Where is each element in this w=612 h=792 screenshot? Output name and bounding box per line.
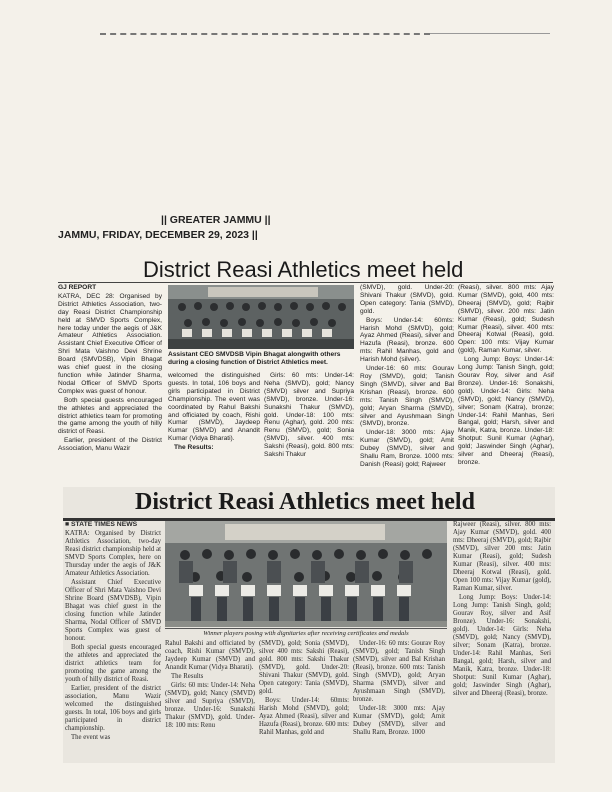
group-photo bbox=[165, 521, 447, 627]
paragraph: Boys: Under-14: 60mts: Harish Mohd (SMVD), gold; Ayaz Ahmed (Reasi), silver and Hazufa (Reasi), bronze. 600 mts: Rahil Manhas, gold and bbox=[259, 697, 349, 736]
paragraph: Under-18: 3000 mts: Ajay Kumar (SMVD), gold; Amit Dubey (SMVD), silver and Shallu Ram, Bronze. 1000 mts: Danish (Reasi) gold; Rajweer bbox=[360, 429, 454, 468]
article-column-1 bbox=[65, 521, 161, 761]
paragraph: Both special guests encouraged the athletes and appreciated the district athletics team for promoting the game among the youth of hilly district of Reasi. bbox=[65, 644, 161, 683]
masthead-date: JAMMU, FRIDAY, DECEMBER 29, 2023 || bbox=[58, 229, 258, 241]
article-column-2 bbox=[168, 372, 260, 472]
article-column-5 bbox=[458, 284, 554, 472]
paragraph: Both special guests encouraged the athletes and appreciated the district athletics team for promoting the game among the youth of hilly district of Reasi. bbox=[58, 396, 162, 436]
results-heading: The Results bbox=[171, 673, 204, 680]
paragraph: Rajweer (Reasi), silver. 800 mts: Ajay Kumar (SMVD), gold. 400 mts: Dheeraj (SMVD), gold; Rajbir (SMVD), silver 200 mts: Jatin Kumar (Reasi), gold; Sudesh Kumar (Reasi), silver. 400 mts: Dheeraj Kotwal (Reasi), gold. Open 100 mts: Vijay Kumar (gold), Raman Kumar, silver. bbox=[453, 521, 551, 592]
article-column-4 bbox=[353, 640, 445, 760]
paragraph: Earlier, president of the district association, Manu Wazir welcomed the distinguished guests. In total, 106 boys and girls participated in district championship. bbox=[65, 685, 161, 732]
masthead-paper-name: || GREATER JAMMU || bbox=[161, 214, 271, 226]
paragraph: Long Jump: Boys: Under-14: Long Jump: Tanish Singh, gold; Gourav Roy, silver and Asif Bronze). Under-16: Sonakshi, gold). Under-14: Girls: Neha (SMVD), gold; Nancy (SMVD), silver; Sonam (Katra), bronze. Under-14: Rahil Manhas, Seri Bangal, gold; Harsh, silver and Manik, Katra, bronze. Under-18: Shotput: Sunil Kumar (Aghar), gold; Jaswinder Singh (Aghar), silver and Dheeraj (Reasi), bronze. bbox=[453, 594, 551, 697]
clipping-greater-jammu bbox=[58, 214, 558, 474]
photo-caption: Assistant CEO SMVDSB Vipin Bhagat alongwith others during a closing function of District Athletics meet. bbox=[168, 351, 341, 366]
paragraph: Long Jump: Boys: Under-14: Long Jump: Tanish Singh, gold; Gourav Roy, silver and Asif Bronze). Under-16: Sonakshi, gold). Under-14: Girls: Neha (SMVD), gold; Nancy (SMVD), silver; Sonam (Katra), bronze; Under-14: Rahil Manhas, Seri Bangal, gold; Harsh, silver and Manik, Katra, bronze. Under-18: Shotput: Sunil Kumar (Aghar), gold; Jaswinder Singh (Aghar), silver and Dheeraj (Reasi), bronze. bbox=[458, 356, 554, 466]
paragraph: Assistant Chief Executive Officer of Shri Mata Vaishno Devi Shrine Board (SMVDSB), Vipin Bhagat was chief guest in the closing function while Jatinder Sharma, Nodal Officer of SMVD Sports Complex was guest of honour. bbox=[65, 579, 161, 642]
results-heading: The Results: bbox=[174, 444, 214, 452]
paragraph: Earlier, president of the District Association, Manu Wazir bbox=[58, 437, 162, 453]
article-column-2 bbox=[165, 640, 255, 760]
paragraph: Under-16: 60 mts: Gourav Roy (SMVD), gold; Tanish Singh (SMVD), silver and Bal Krishan (Reasi), bronze. 600 mts: Tanish Singh (SMVD), gold; Aryan Sharma (SMVD), silver and Ayushmaan Singh (SMVD), bronze. bbox=[360, 365, 454, 428]
caption-rule bbox=[165, 628, 447, 629]
headline: District Reasi Athletics meet held bbox=[135, 489, 475, 515]
paragraph: (SMVD), gold; Sonia (SMVD), silver 400 mts: Sakshi (Reasi), gold. 800 mts: Sakshi Thakur (SMVD), gold. Under-20: Shivani Thakur (SMVD), gold. Open category: Tania (SMVD), gold. bbox=[259, 640, 349, 695]
photo-caption: Winner players posing with dignitaries after receiving certificates and medals bbox=[203, 630, 409, 637]
article-column-4 bbox=[360, 284, 454, 472]
group-photo bbox=[168, 285, 354, 349]
top-rule bbox=[430, 33, 550, 34]
paragraph: Girls: 60 mts: Under-14: Neha (SMVD), gold; Nancy (SMVD) silver and Supriya (SMVD), bronze. Under-16: Sunakshi Thakur (SMVD), gold. Under-18: 100 mts: Renu bbox=[165, 682, 255, 729]
paragraph: welcomed the distinguished guests. In total, 106 boys and girls participated in District Championship. The event was coordinated by Rahul Bakshi and officiated by coach, Rishi Kumar (SMVD), Jaydeep Kumar (SMVD) and Anandit Kumar (Vidya Bharati). bbox=[168, 372, 260, 443]
paragraph: Girls: 60 mts: Under-14: Neha (SMVD), gold; Nancy (SMVD) silver and Supriya (SMVD), bronze. Under-16: Sunakshi Thakur (SMVD), gold. Under-18: 100 mts: Renu (Aghar), gold. 200 mts: Renu (SMVD), gold; Sonia (SMVD), silver. 400 mts: Sakshi (Reasi), gold. 800 mts: Sakshi Thakur bbox=[264, 372, 354, 459]
paragraph: Under-18: 3000 mts: Ajay Kumar (SMVD), gold; Amit Dubey (SMVD), silver and Shallu Ram, Bronze. 1000 bbox=[353, 705, 445, 736]
paragraph: Rahul Bakshi and officiated by coach, Rishi Kumar (SMVD), Jaydeep Kumar (SMVD) and Anandit Kumar (Vidya Bharati). bbox=[165, 640, 255, 671]
paragraph: The event was bbox=[71, 734, 111, 741]
byline: ■ STATE TIMES NEWS bbox=[65, 521, 138, 528]
article-column-1 bbox=[58, 284, 162, 472]
paragraph: Under-16: 60 mts: Gourav Roy (SMVD), gold; Tanish Singh (SMVD), silver and Bal Krishan (Reasi), bronze. 600 mts: Tanish Singh (SMVD), gold; Aryan Sharma (SMVD), silver and Ayushmaan Singh (SMVD), bronze. bbox=[353, 640, 445, 703]
article-column-3 bbox=[264, 372, 354, 472]
paragraph: KATRA, DEC 28: Organised by District Athletics Association, two-day Reasi District Championship held at SMVD Sports Complex, here today under the aegis of J&K Amateur Athletics Association. Assistant Chief Executive Officer of Shri Mata Vaishno Devi Shrine Board (SMVDSB), Vipin Bhagat was chief guest in the closing function while Jatinder Sharma, Nodal Officer of SMVD Sports Complex was guest of honour. bbox=[58, 292, 162, 395]
article-column-3 bbox=[259, 640, 349, 760]
paragraph: (Reasi), silver. 800 mts: Ajay Kumar (SMVD), gold, 400 mts: Dheeraj (SMVD), gold; Rajbir (SMVD), silver. 200 mts: Jatin Kumar (Reasi), gold; Sudesh Kumar (Reasi), silver. 400 mts: Dheeraj Kotwal (Reasi), gold. Open: 100 mts: Vijay Kumar (gold), Raman Kumar, silver. bbox=[458, 284, 554, 355]
paragraph: KATRA: Organised by District Athletics Association, two-day Reasi district championship held at SMVD Sports Complex, here on Thursday under the aegis of J&K Amateur Athletics Association. bbox=[65, 530, 161, 577]
headline: District Reasi Athletics meet held bbox=[143, 257, 464, 282]
byline: GJ REPORT bbox=[58, 284, 97, 291]
paragraph: Boys: Under-14: 60mts: Harish Mohd (SMVD), gold; Ayaz Ahmed (Reasi), silver and Hazufa (Reasi), bronze. 600 mts: Rahil Manhas, gold and Harish Mohd (silver). bbox=[360, 316, 454, 364]
clipping-state-times bbox=[63, 487, 555, 763]
paragraph: (SMVD), gold. Under-20: Shivani Thakur (SMVD), gold. Open category: Tania (SMVD), gold. bbox=[360, 284, 454, 315]
article-column-5 bbox=[453, 521, 551, 761]
headline-rule bbox=[58, 282, 553, 283]
top-dashed-rule bbox=[100, 33, 430, 35]
